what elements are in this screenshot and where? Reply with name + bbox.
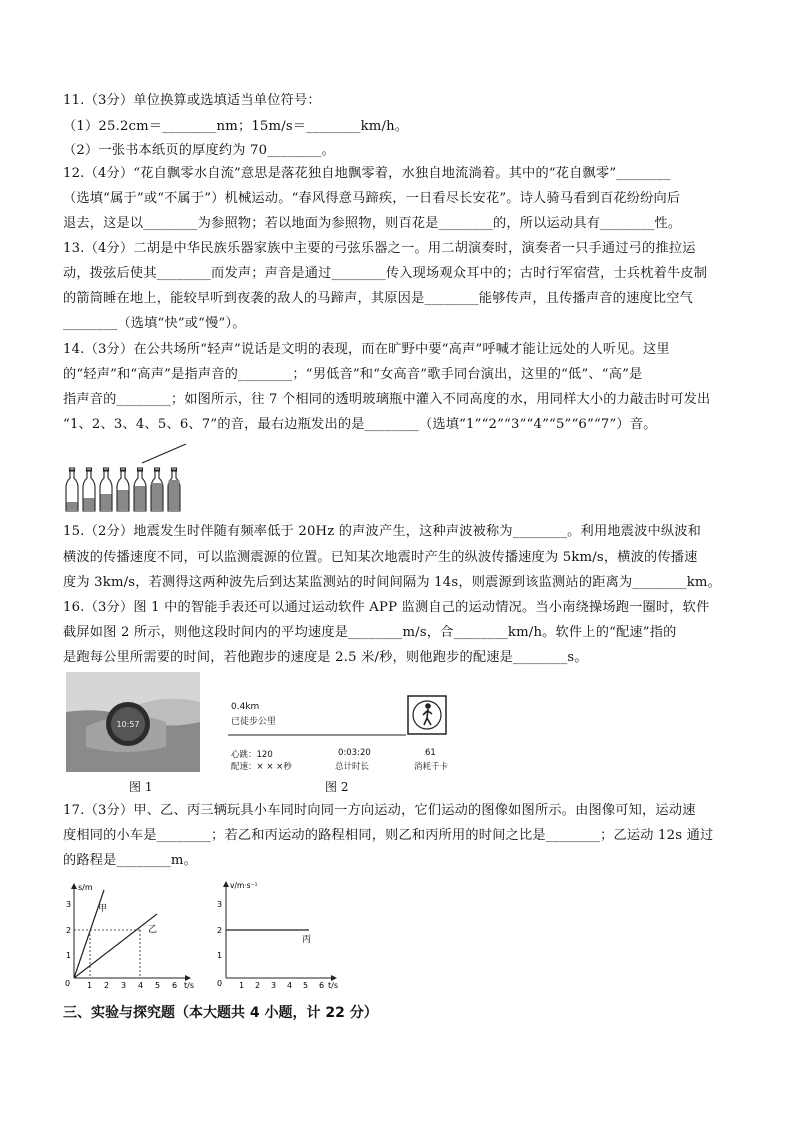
vt-ytick-1: 1 xyxy=(217,951,223,960)
st-ytick-3: 3 xyxy=(66,900,72,909)
q12-line-3: 退去，这是以________为参照物；若以地面为参照物，则百花是________的，所以运动具有________性。 xyxy=(63,216,682,231)
vt-ylabel: v/m·s⁻¹ xyxy=(230,881,258,890)
vt-origin: 0 xyxy=(217,979,223,988)
q15-line-1: 15.（2分）地震发生时伴随有频率低于 20Hz 的声波产生，这种声波被称为________。利用地震波中纵波和 xyxy=(63,524,702,539)
q17-line-2: 度相同的小车是________；若乙和丙运动的路程相同，则乙和丙所用的时间之比是________；乙运动 12s 通过 xyxy=(63,828,714,843)
q14-line-2: 的“轻声”和“高声”是指声音的________；“男低音”和“女高音”歌手同台演出，这里的“低”、“高”是 xyxy=(63,367,643,382)
bottle-4 xyxy=(117,468,129,511)
st-origin: 0 xyxy=(65,979,71,988)
q14-line-4: “1、2、3、4、5、6、7”的音，最右边瓶发出的是________（选填“1”“2”“3”“4”“5”“6”“7”）音。 xyxy=(63,417,657,432)
vt-xtick-6: 6 xyxy=(319,981,325,990)
vt-xtick-2: 2 xyxy=(255,981,261,990)
app-time: 0:03:20 xyxy=(338,748,371,758)
bottle-5 xyxy=(134,468,146,511)
label-yi: 乙 xyxy=(148,925,158,935)
app-calories: 61 xyxy=(425,748,436,758)
app-distance-label: 已徒步公里 xyxy=(231,717,277,727)
app-calories-label: 消耗千卡 xyxy=(414,762,449,772)
q13-line-1: 13.（4分）二胡是中华民族乐器家族中主要的弓弦乐器之一。用二胡演奏时，演奏者一只手通过弓的推拉运 xyxy=(63,241,696,256)
watch-time: 10:57 xyxy=(116,720,140,729)
running-app-screen xyxy=(228,693,458,773)
st-graph xyxy=(62,878,202,990)
walking-person-icon xyxy=(423,704,432,725)
app-heart-rate: 心跳：120 xyxy=(231,750,273,760)
series-yi-line xyxy=(74,914,157,978)
section-three-title: 三、实验与探究题（本大题共 4 小题，计 22 分） xyxy=(63,1005,378,1021)
app-distance: 0.4km xyxy=(231,702,260,712)
q14-line-3: 指声音的________；如图所示，往 7 个相同的透明玻璃瓶中灌入不同高度的水，用同样大小的力敲击时可发出 xyxy=(63,392,711,407)
st-xtick-5: 5 xyxy=(155,981,161,990)
st-xtick-1: 1 xyxy=(87,981,93,990)
q15-line-3: 度为 3km/s，若测得这两种波先后到达某监测站的时间间隔为 14s，则震源到该监测站的距离为________km。 xyxy=(63,575,721,590)
q17-line-1: 17.（3分）甲、乙、丙三辆玩具小车同时向同一方向运动，它们运动的图像如图所示。由图像可知，运动速 xyxy=(63,803,696,818)
q12-line-2: （选填“属于”或“不属于”）机械运动。“春风得意马蹄疾，一日看尽长安花”。诗人骑马看到百花纷纷向后 xyxy=(63,191,681,206)
vt-ytick-2: 2 xyxy=(217,926,223,935)
smartwatch-photo xyxy=(66,672,200,772)
q13-line-3: 的箭筒睡在地上，能较早听到夜袭的敌人的马蹄声，其原因是________能够传声，且传播声音的速度比空气 xyxy=(63,291,694,306)
st-xtick-3: 3 xyxy=(121,981,127,990)
fig1-caption: 图 1 xyxy=(129,780,153,794)
q12-line-1: 12.（4分）“花自飘零水自流”意思是落花独自地飘零着，水独自地流淌着。其中的“花自飘零”________ xyxy=(63,166,671,181)
bottle-3 xyxy=(100,468,112,511)
st-ytick-1: 1 xyxy=(66,951,72,960)
vt-xlabel: t/s xyxy=(328,981,338,990)
bottle-1 xyxy=(66,468,78,511)
st-xtick-6: 6 xyxy=(172,981,178,990)
vt-xtick-3: 3 xyxy=(271,981,277,990)
q16-line-1: 16.（3分）图 1 中的智能手表还可以通过运动软件 APP 监测自己的运动情况。当小南绕操场跑一圈时，软件 xyxy=(63,600,710,615)
q15-line-2: 横波的传播速度不同，可以监测震源的位置。已知某次地震时产生的纵波传播速度为 5km/s，横波的传播速 xyxy=(63,550,698,565)
app-pace: 配速：× × ×秒 xyxy=(231,762,292,772)
q13-line-4: ________（选填“快”或“慢”）。 xyxy=(63,316,246,331)
q13-line-2: 动，拨弦后使其________而发声；声音是通过________传入现场观众耳中的；古时行军宿营，士兵枕着牛皮制 xyxy=(63,266,708,281)
st-xtick-4: 4 xyxy=(138,981,144,990)
q11-line-1: 11.（3分）单位换算或选填适当单位符号： xyxy=(63,93,321,108)
vt-graph xyxy=(212,876,347,990)
q14-line-1: 14.（3分）在公共场所“轻声”说话是文明的表现，而在旷野中要“高声”呼喊才能让远处的人听见。这里 xyxy=(63,342,670,357)
bottle-7 xyxy=(168,468,180,511)
vt-xtick-4: 4 xyxy=(287,981,293,990)
bottle-2 xyxy=(83,468,95,511)
st-xlabel: t/s xyxy=(184,981,194,990)
app-time-label: 总计时长 xyxy=(335,762,370,772)
vt-xtick-1: 1 xyxy=(239,981,245,990)
label-jia: 甲 xyxy=(98,904,108,914)
st-xtick-2: 2 xyxy=(104,981,110,990)
vt-ytick-3: 3 xyxy=(217,900,223,909)
bottle-row xyxy=(66,468,180,511)
bottle-6 xyxy=(151,468,163,511)
bottles-figure xyxy=(62,440,192,515)
vt-xtick-5: 5 xyxy=(303,981,309,990)
st-ylabel: s/m xyxy=(78,883,93,892)
q11-line-3: （2）一张书本纸页的厚度约为 70________。 xyxy=(63,143,335,158)
striking-stick xyxy=(142,444,186,463)
q16-line-3: 是跑每公里所需要的时间，若他跑步的速度是 2.5 米/秒，则他跑步的配速是________s。 xyxy=(63,650,588,665)
q11-line-2: （1）25.2cm＝________nm；15m/s＝________km/h。 xyxy=(63,119,409,134)
q16-line-2: 截屏如图 2 所示，则他这段时间内的平均速度是________m/s，合________km/h。软件上的“配速”指的 xyxy=(63,625,677,640)
label-bing: 丙 xyxy=(302,935,312,945)
fig2-caption: 图 2 xyxy=(325,780,349,794)
st-ytick-2: 2 xyxy=(66,926,72,935)
q17-line-3: 的路程是________m。 xyxy=(63,853,197,868)
